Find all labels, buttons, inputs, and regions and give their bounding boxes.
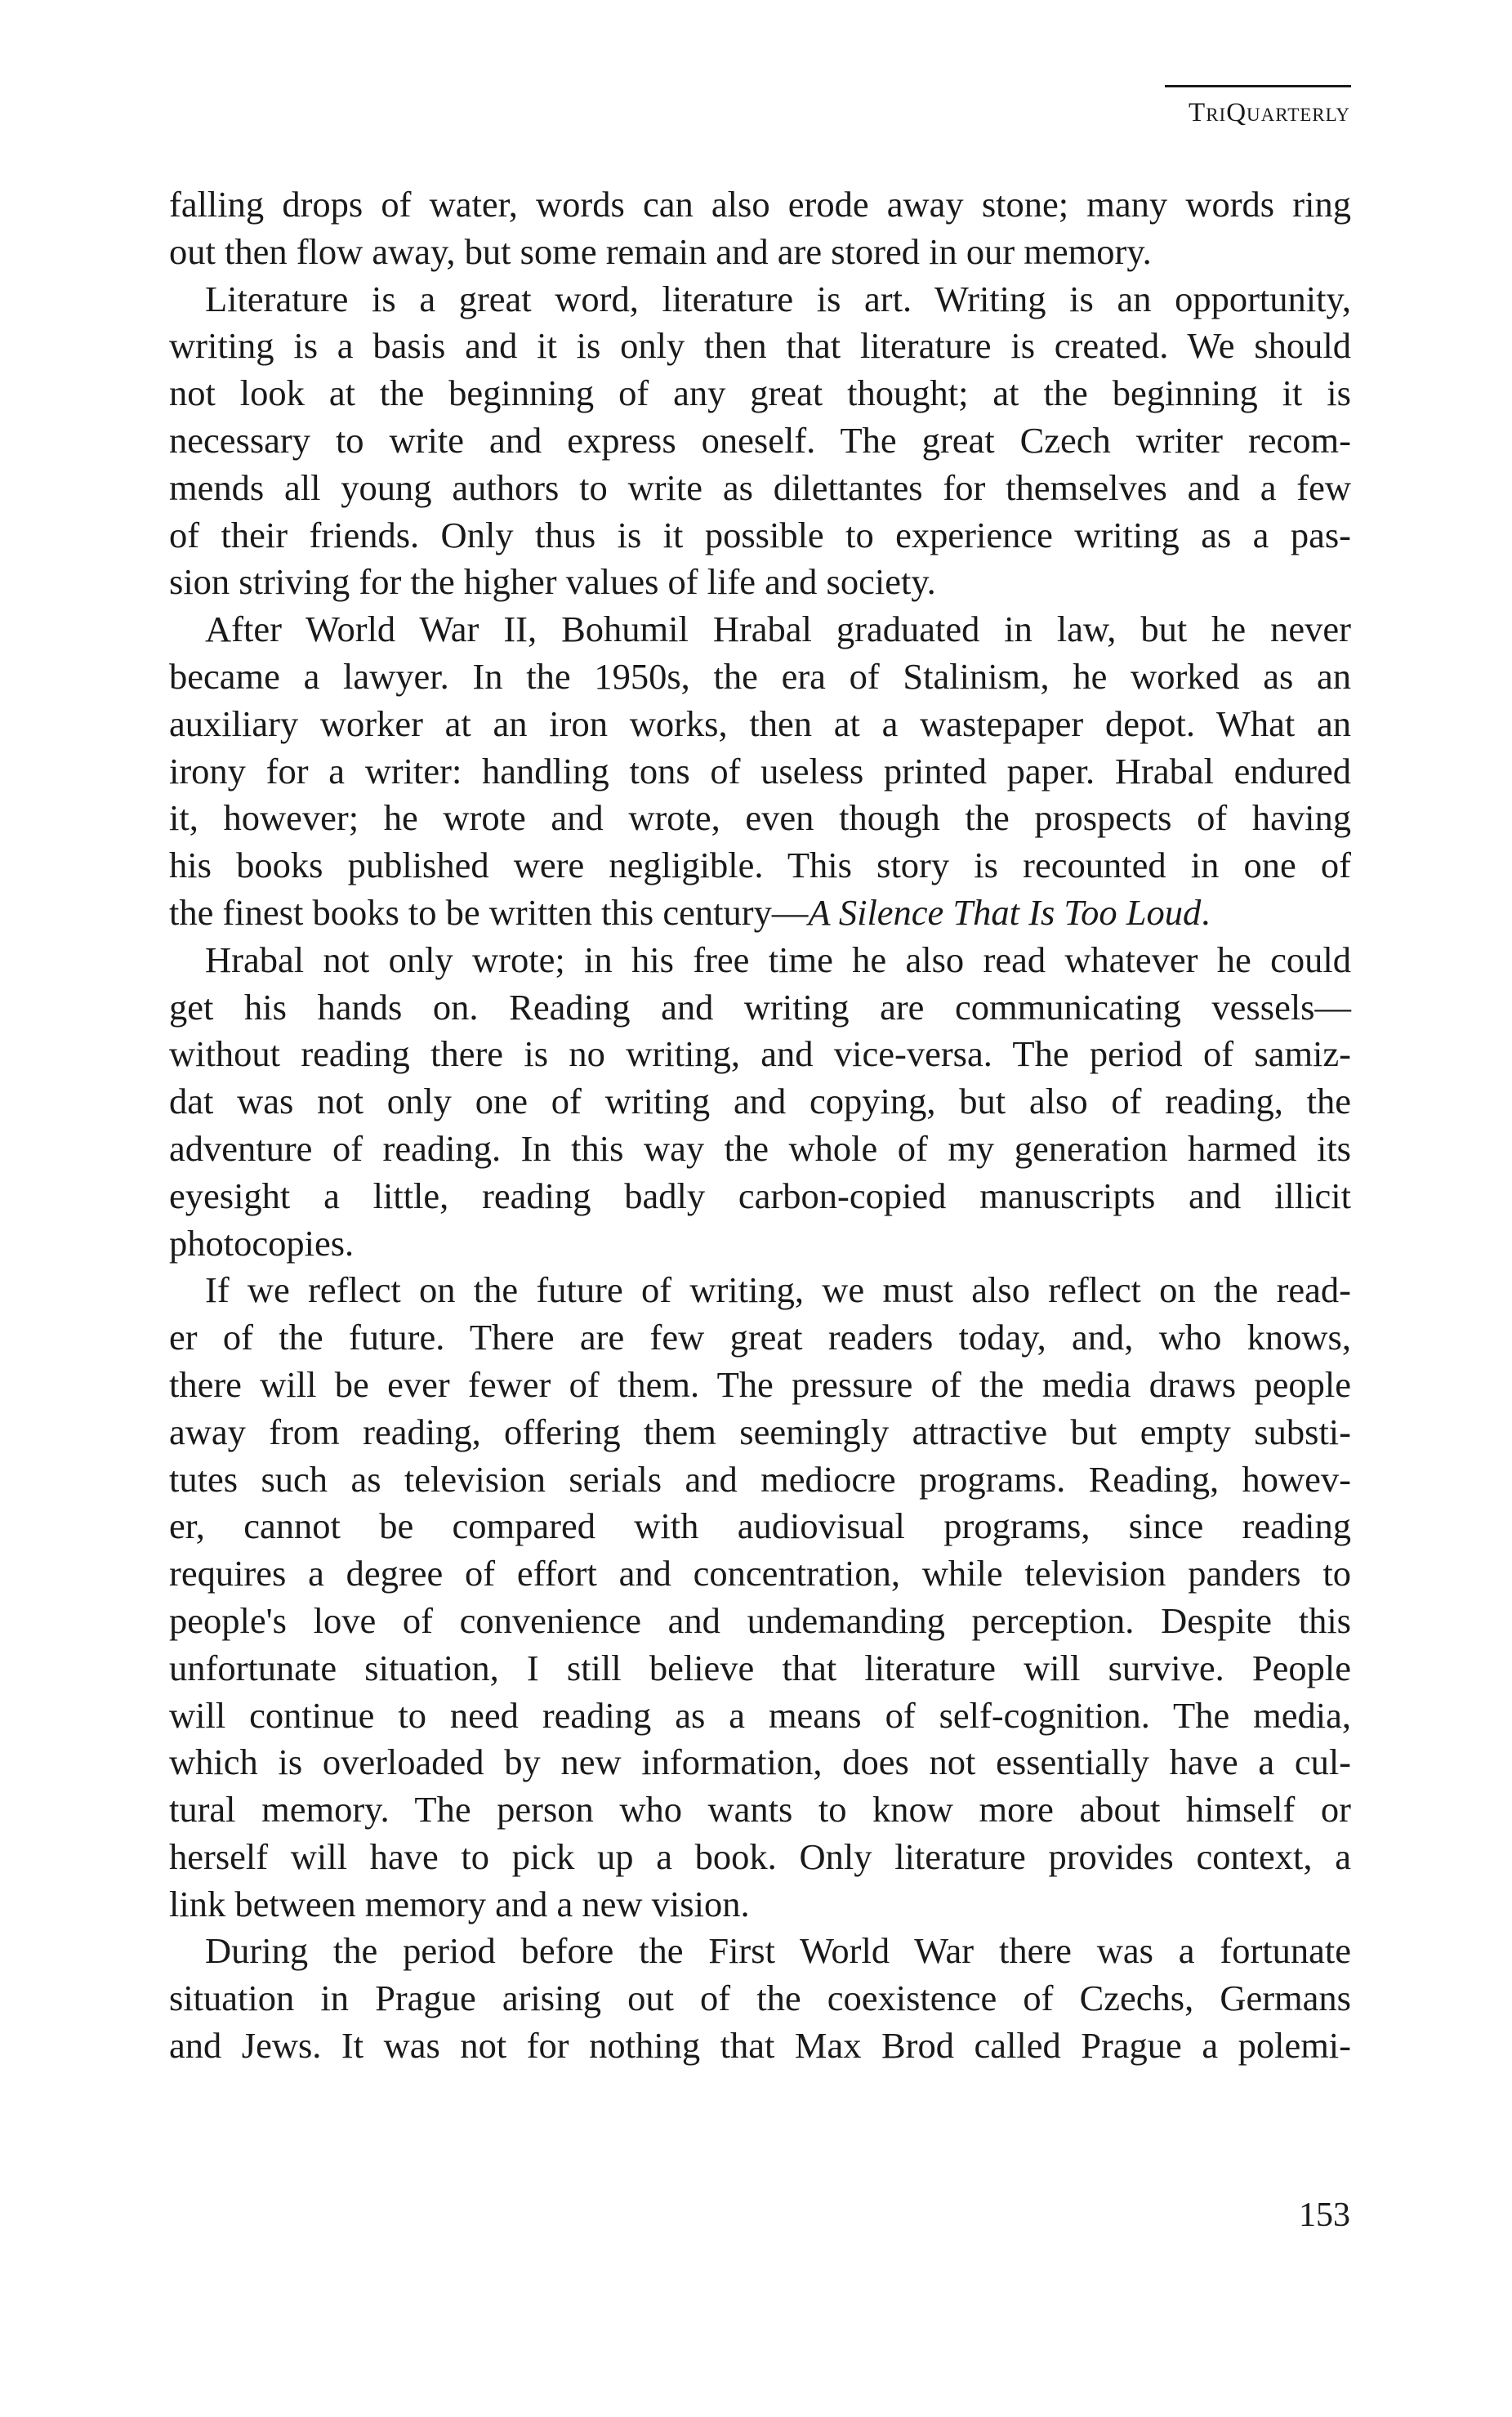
text-line: will continue to need reading as a means of self-cognition. The media,	[169, 1694, 1351, 1736]
text-line: which is overloaded by new information, does not essentially have a cul-	[169, 1741, 1351, 1783]
text-line: of their friends. Only thus is it possible to experience writing as a pas-	[169, 514, 1351, 555]
text-line: After World War II, Bohumil Hrabal graduated in law, but he never	[205, 609, 1351, 650]
text-line: and Jews. It was not for nothing that Max Brod called Prague a polemi-	[169, 2025, 1351, 2067]
text-line: unfortunate situation, I still believe that literature will survive. People	[169, 1647, 1351, 1688]
text-line: herself will have to pick up a book. Only literature provides context, a	[169, 1835, 1351, 1877]
header-rule	[1165, 85, 1351, 87]
paragraph	[169, 937, 1351, 1268]
paragraph	[169, 276, 1351, 607]
page-number: 153	[1299, 2196, 1350, 2234]
text-line: not look at the beginning of any great thought; at the beginning it is	[169, 372, 1351, 414]
paragraph	[169, 1267, 1351, 1928]
text-line: situation in Prague arising out of the coexistence of Czechs, Germans	[169, 1978, 1351, 2019]
text-line: necessary to write and express oneself. The great Czech writer recom-	[169, 419, 1351, 461]
text-line: eyesight a little, reading badly carbon-copied manuscripts and illicit	[169, 1175, 1351, 1216]
body-text	[169, 181, 1351, 2070]
text-line: photocopies.	[169, 1222, 355, 1264]
text-line: If we reflect on the future of writing, we must also reflect on the read-	[205, 1269, 1351, 1311]
text-line: sion striving for the higher values of life and society.	[169, 561, 936, 603]
paragraph	[169, 1928, 1351, 2069]
text-line: without reading there is no writing, and vice-versa. The period of samiz-	[169, 1033, 1351, 1075]
text-line: became a lawyer. In the 1950s, the era of Stalinism, he worked as an	[169, 655, 1351, 697]
text-line: During the period before the First World War there was a fortunate	[205, 1930, 1351, 1972]
text-line: away from reading, offering them seemingly attractive but empty substi-	[169, 1411, 1351, 1452]
text-line: er of the future. There are few great readers today, and, who knows,	[169, 1317, 1351, 1358]
text-line: auxiliary worker at an iron works, then at a wastepaper depot. What an	[169, 702, 1351, 744]
text-line: get his hands on. Reading and writing are communicating vessels—	[169, 986, 1351, 1028]
text-line: adventure of reading. In this way the whole of my generation harmed its	[169, 1127, 1351, 1169]
text-line: it, however; he wrote and wrote, even though the prospects of having	[169, 797, 1351, 839]
text-line: Hrabal not only wrote; in his free time he also read whatever he could	[205, 939, 1351, 980]
text-line: his books published were negligible. This story is recounted in one of	[169, 845, 1351, 886]
text-line: irony for a writer: handling tons of useless printed paper. Hrabal endured	[169, 750, 1351, 792]
text-line: falling drops of water, words can also erode away stone; many words ring	[169, 184, 1351, 225]
text-line: people's love of convenience and undemanding perception. Despite this	[169, 1599, 1351, 1641]
paragraph	[169, 606, 1351, 937]
text-line: dat was not only one of writing and copying, but also of reading, the	[169, 1081, 1351, 1122]
paragraph	[169, 181, 1351, 276]
text-line: er, cannot be compared with audiovisual programs, since reading	[169, 1505, 1351, 1547]
book-title: A Silence That Is Too Loud	[808, 891, 1202, 933]
text-line: out then flow away, but some remain and are stored in our memory.	[169, 230, 1152, 272]
text-line: requires a degree of effort and concentration, while television panders to	[169, 1553, 1351, 1594]
running-head: TriQuarterly	[1189, 98, 1350, 127]
text-line: link between memory and a new vision.	[169, 1883, 750, 1924]
text-line: mends all young authors to write as dilettantes for themselves and a few	[169, 466, 1351, 508]
text-line: tural memory. The person who wants to know more about himself or	[169, 1789, 1351, 1831]
text-line: Literature is a great word, literature is art. Writing is an opportunity,	[205, 278, 1351, 319]
text-line: writing is a basis and it is only then that literature is created. We should	[169, 325, 1351, 367]
text-line: there will be ever fewer of them. The pressure of the media draws people	[169, 1363, 1351, 1405]
text-line: tutes such as television serials and mediocre programs. Reading, howev-	[169, 1458, 1351, 1500]
text-line: the finest books to be written this century—A Silence That Is Too Loud.	[169, 891, 1211, 933]
